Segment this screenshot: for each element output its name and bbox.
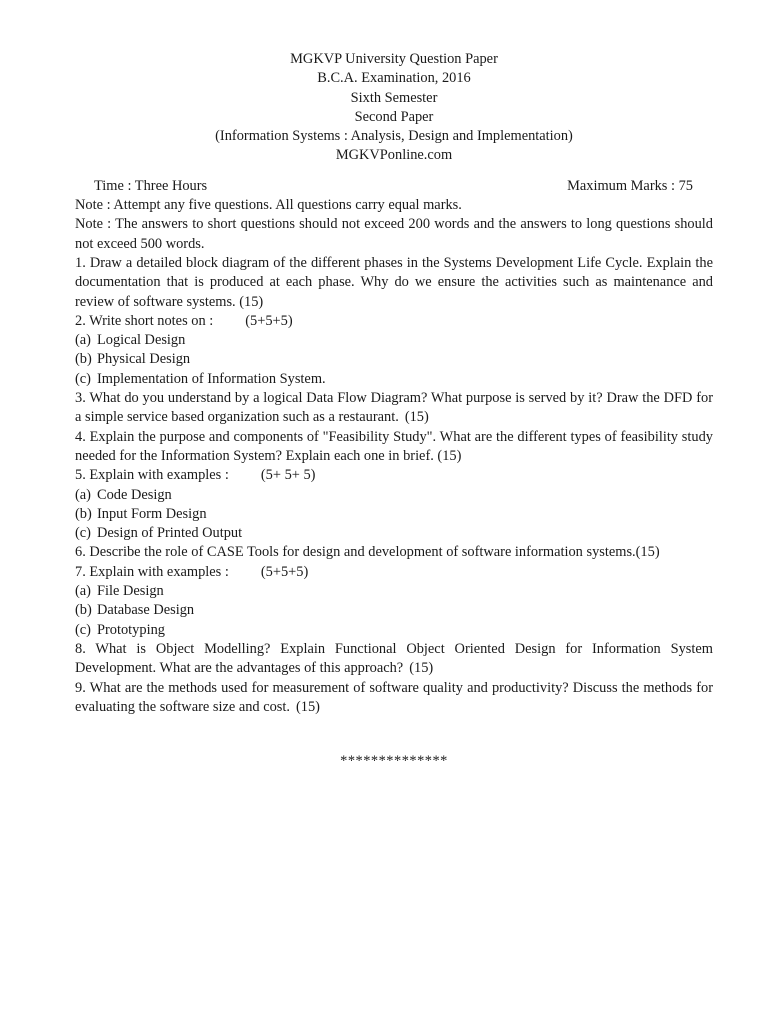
question-2-part-c [75,370,713,389]
question-5-part-c [75,524,713,543]
part-text: Code Design [97,486,172,503]
part-tag: (a) [75,583,91,600]
question-9-text: 9. What are the methods used for measurement of software quality and productivity? Discuss the methods for evaluating the software size and cost. [75,679,713,715]
part-tag: (c) [75,525,91,542]
question-paper [75,50,713,771]
question-3-text: 3. What do you understand by a logical Data Flow Diagram? What purpose is served by it? Draw the DFD for a simple service based organization such as a restaurant. [75,390,713,426]
part-tag: (b) [75,505,92,522]
question-9-marks: (15) [295,698,320,715]
question-7-text: 7. Explain with examples : [75,563,229,580]
question-5-part-a [75,486,713,505]
question-9 [75,679,713,718]
part-tag: (a) [75,486,91,503]
question-7-part-b [75,601,713,620]
end-of-paper-stars: ************** [340,753,448,770]
question-2-text: 2. Write short notes on : [75,312,214,329]
question-5-part-b [75,505,713,524]
part-tag: (c) [75,621,91,638]
semester-title: Sixth Semester [350,89,438,106]
subject-title: (Information Systems : Analysis, Design and Implementation) [215,128,573,145]
question-2-marks: (5+5+5) [245,312,293,329]
question-3 [75,389,713,428]
part-tag: (b) [75,351,92,368]
question-4: 4. Explain the purpose and components of "Feasibility Study". What are the different types of feasibility study needed for the Information System? Explain each one in brief. (15) [75,428,713,464]
part-text: Prototyping [97,621,165,638]
question-7-part-c [75,621,713,640]
question-7-part-a [75,582,713,601]
part-text: Input Form Design [97,505,207,522]
part-text: File Design [97,583,164,600]
question-8-marks: (15) [409,660,434,677]
question-2-part-b [75,350,713,369]
examination-title: B.C.A. Examination, 2016 [317,70,471,87]
note-1: Note : Attempt any five questions. All questions carry equal marks. [75,197,462,214]
part-tag: (c) [75,370,91,387]
question-2-part-a [75,331,713,350]
question-7-marks: (5+5+5) [260,563,309,580]
part-tag: (a) [75,332,91,349]
question-2 [75,312,713,331]
question-7 [75,563,713,582]
part-tag: (b) [75,602,92,619]
question-8 [75,640,713,679]
part-text: Logical Design [97,332,186,349]
university-title: MGKVP University Question Paper [290,51,498,67]
part-text: Database Design [97,602,195,619]
question-3-marks: (15) [404,409,429,426]
part-text: Implementation of Information System. [97,370,326,387]
question-5-text: 5. Explain with examples : [75,467,229,484]
question-5 [75,466,713,485]
question-8-text: 8. What is Object Modelling? Explain Functional Object Oriented Design for Information System Development. What are the advantages of this approach? [75,640,713,677]
note-2: Note : The answers to short questions should not exceed 200 words and the answers to long questions should not exceed 500 words. [75,216,713,252]
time-allowed: Time : Three Hours [94,177,208,194]
website-name: MGKVPonline.com [335,147,453,164]
question-1: 1. Draw a detailed block diagram of the different phases in the Systems Development Life Cycle. Explain the documentation that is produced at each phase. Why do we ensure the activities such as maintenance and review of software systems. (15) [75,254,713,310]
part-text: Physical Design [97,351,191,368]
paper-title: Second Paper [354,108,434,125]
part-text: Design of Printed Output [97,525,243,542]
question-6: 6. Describe the role of CASE Tools for design and development of software information systems.(15) [75,544,660,561]
question-5-marks: (5+ 5+ 5) [260,467,316,484]
exam-meta [75,177,713,196]
maximum-marks: Maximum Marks : 75 [567,177,693,194]
paper-header [75,50,713,166]
